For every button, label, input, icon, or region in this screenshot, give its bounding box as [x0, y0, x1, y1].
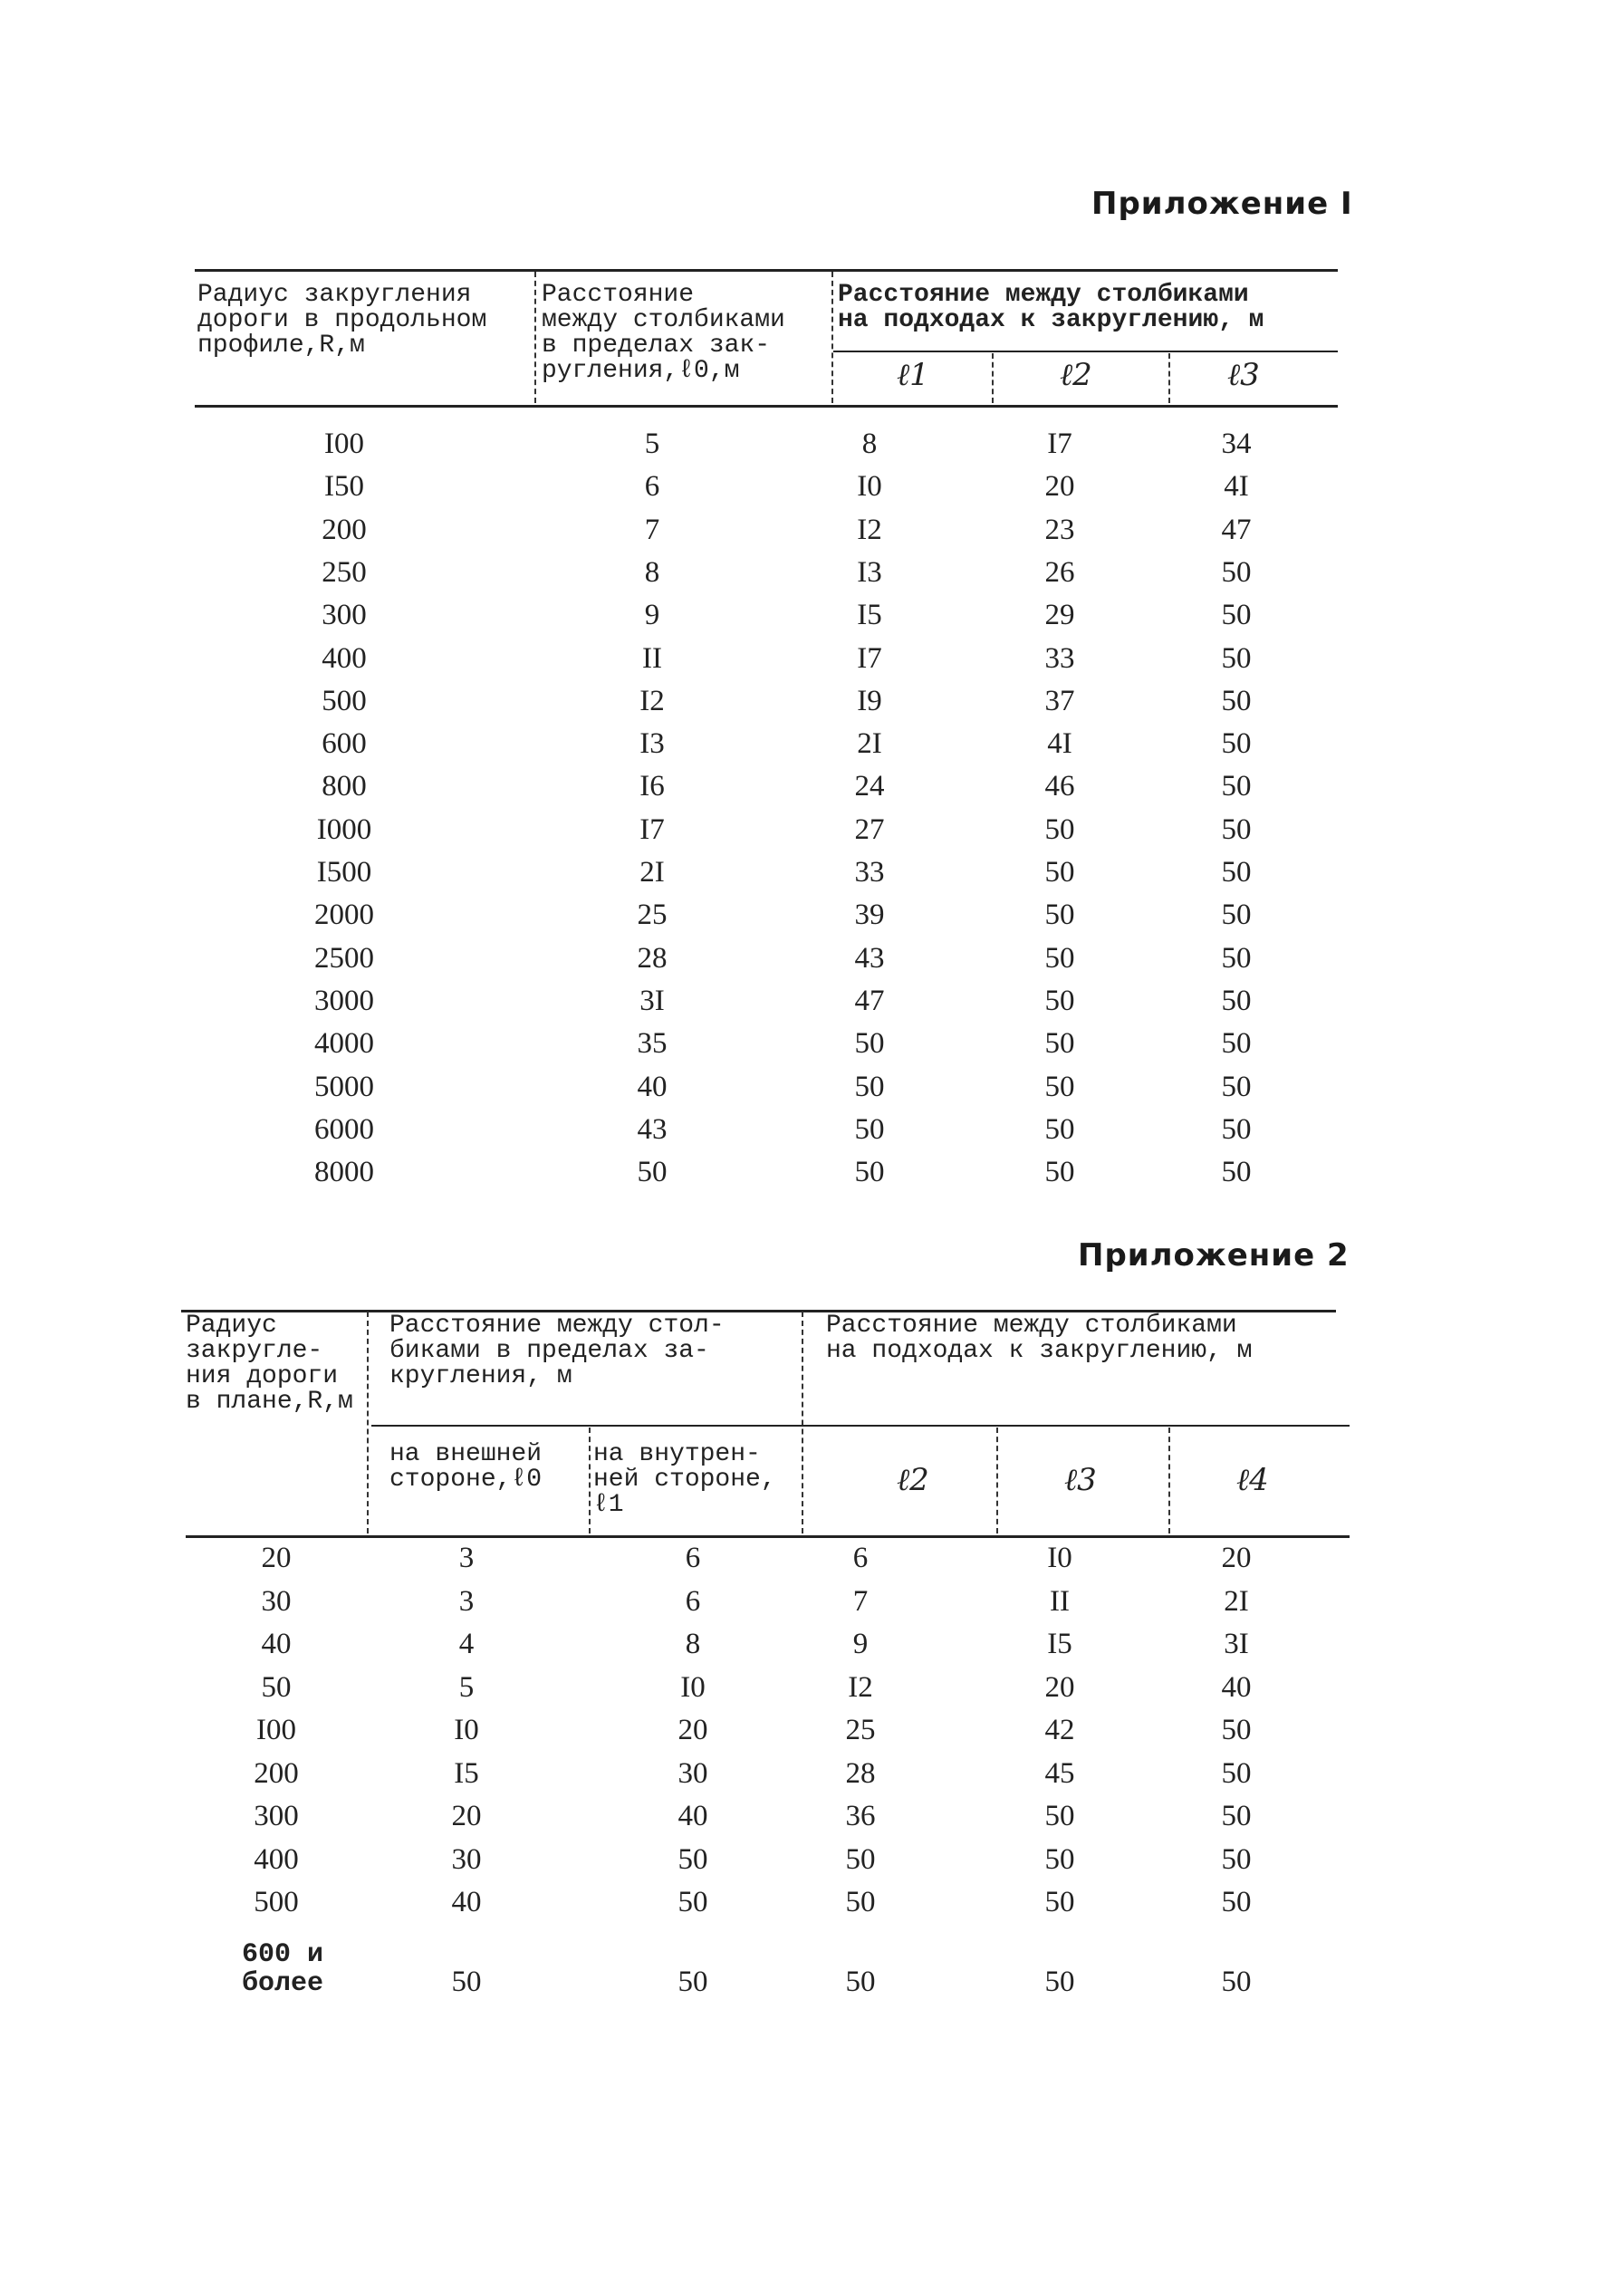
table-cell: I5	[454, 1756, 479, 1790]
table-cell: 50	[1044, 941, 1075, 975]
table-cell: 50	[1221, 1027, 1252, 1061]
table-cell: 8	[861, 428, 878, 460]
table-cell: 50	[845, 1842, 876, 1876]
table-cell: 3I	[1224, 1628, 1249, 1660]
table-cell: 40	[1221, 1670, 1252, 1704]
table2-col-divider	[367, 1312, 369, 1533]
appendix-1-title: Приложение I	[1091, 186, 1353, 222]
table-cell: I2	[848, 1670, 873, 1704]
table-cell: 7	[644, 513, 660, 546]
table2-header-bottom-rule	[186, 1535, 1350, 1538]
table-cell: 50	[1221, 1965, 1252, 1998]
table-cell: 20	[1044, 470, 1075, 504]
table-cell: 50	[1044, 1965, 1075, 1998]
table-cell: 4000	[314, 1027, 374, 1061]
table-cell: 36	[845, 1800, 876, 1832]
table-cell: 9	[644, 599, 660, 632]
table-cell: 24	[854, 770, 885, 803]
table-cell: 500	[322, 684, 367, 717]
table-cell: 50	[854, 1070, 885, 1103]
table-cell: 2I	[639, 856, 665, 889]
table-cell: I7	[857, 641, 882, 675]
table2-col-divider	[996, 1428, 998, 1533]
table-cell: 50	[1221, 1112, 1252, 1146]
table-cell: 43	[637, 1112, 668, 1146]
table-cell: 35	[637, 1027, 668, 1061]
table-cell: 50	[1221, 1756, 1252, 1790]
table1-header-l1: ℓ1	[897, 357, 929, 393]
table-cell: 50	[854, 1112, 885, 1146]
table-cell: 47	[1221, 513, 1252, 546]
appendix-2-title: Приложение 2	[1078, 1237, 1350, 1274]
table-cell: I0	[454, 1714, 479, 1746]
table-cell: 23	[1044, 513, 1075, 546]
table-cell: I00	[256, 1714, 296, 1746]
table-cell: 300	[254, 1800, 299, 1832]
table-cell: 50	[1044, 1842, 1075, 1876]
table2-header-radius: Радиус закругле- ния дороги в плане,R,м	[186, 1312, 353, 1416]
table-cell: 40	[261, 1628, 292, 1660]
table-cell: 200	[254, 1756, 299, 1790]
table-cell: 40	[451, 1886, 482, 1918]
table-cell: 3I	[639, 984, 665, 1017]
table-cell: 43	[854, 941, 885, 975]
table-cell: 34	[1221, 428, 1252, 460]
table-cell: 3	[458, 1542, 475, 1574]
table-cell: 2I	[857, 727, 882, 761]
table2-header-inner-side: на внутрен- ней стороне, ℓ1	[593, 1440, 776, 1519]
table-cell: 50	[1221, 727, 1252, 761]
table-cell: 46	[1044, 770, 1075, 803]
table1-header-l3: ℓ3	[1227, 357, 1260, 393]
table-cell: 50	[677, 1886, 708, 1918]
table-cell: 20	[677, 1714, 708, 1746]
table-cell: 6	[685, 1542, 701, 1574]
table1-header-within: Расстояние между столбиками в пределах зак- ругления,ℓ0,м	[542, 281, 785, 385]
table-cell: II	[1050, 1584, 1070, 1618]
table-cell: I0	[1047, 1542, 1072, 1574]
table-cell: 33	[854, 856, 885, 889]
table-cell: 50	[854, 1027, 885, 1061]
table-cell: I50	[324, 470, 364, 504]
table-cell: 50	[845, 1965, 876, 1998]
table1-header-approach-group: Расстояние между столбиками на подходах к закруглению, м	[838, 281, 1264, 334]
table-cell: 50	[1221, 684, 1252, 717]
table-cell: 500	[254, 1886, 299, 1918]
table-cell: 4I	[1224, 470, 1249, 504]
table-cell: I0	[857, 470, 882, 504]
table-cell: 2500	[314, 941, 374, 975]
table2-header-l2: ℓ2	[897, 1462, 929, 1498]
table-cell: 50	[1044, 1156, 1075, 1189]
table-cell: 50	[1221, 641, 1252, 675]
table-cell: 5000	[314, 1070, 374, 1103]
table-cell: 40	[637, 1070, 668, 1103]
table-cell: I5	[857, 599, 882, 632]
table-cell: 50	[1221, 1842, 1252, 1876]
table-cell: 30	[451, 1842, 482, 1876]
table-cell: I7	[639, 812, 665, 846]
table-cell: 27	[854, 812, 885, 846]
table-cell: 50	[1221, 1070, 1252, 1103]
table-cell: 4	[458, 1628, 475, 1660]
table2-header-l3: ℓ3	[1064, 1462, 1097, 1498]
table-cell: 50	[854, 1156, 885, 1189]
table1-header-l2: ℓ2	[1060, 357, 1092, 393]
table-cell: 50	[1044, 1070, 1075, 1103]
table1-header-radius: Радиус закругления дороги в продольном профиле,R,м	[197, 281, 487, 360]
table-cell: I7	[1047, 428, 1072, 460]
table-cell: 8	[685, 1628, 701, 1660]
table-cell: 45	[1044, 1756, 1075, 1790]
table-cell: 6	[644, 470, 660, 504]
table-cell: 50	[1044, 856, 1075, 889]
table-cell: 50	[1221, 1156, 1252, 1189]
table-cell: 37	[1044, 684, 1075, 717]
table-cell: 39	[854, 899, 885, 932]
table-cell: 50	[1044, 984, 1075, 1017]
table-cell: 400	[254, 1842, 299, 1876]
table-cell: 3	[458, 1584, 475, 1618]
table-cell: 6000	[314, 1112, 374, 1146]
table-cell: 20	[261, 1542, 292, 1574]
table-cell: 50	[637, 1156, 668, 1189]
table-cell: 50	[677, 1965, 708, 1998]
table-cell: 20	[1221, 1542, 1252, 1574]
table2-col-divider	[1168, 1428, 1170, 1533]
table-cell: I9	[857, 684, 882, 717]
table-cell: 2000	[314, 899, 374, 932]
table-cell: 25	[637, 899, 668, 932]
table-cell: 50	[845, 1886, 876, 1918]
table-cell: 50	[1221, 1714, 1252, 1746]
table-cell: 800	[322, 770, 367, 803]
table-cell: I00	[324, 428, 364, 460]
table-cell: 50	[1044, 899, 1075, 932]
table-cell: 250	[322, 555, 367, 589]
table-cell: 50	[1221, 899, 1252, 932]
table-cell: I5	[1047, 1628, 1072, 1660]
table-cell: II	[642, 641, 662, 675]
table-cell: 25	[845, 1714, 876, 1746]
table-cell: 6	[685, 1584, 701, 1618]
table-cell: 600 и более	[242, 1938, 324, 1999]
table2-group-rule	[371, 1425, 1350, 1427]
table-cell: 50	[1221, 856, 1252, 889]
table-cell: 50	[1221, 941, 1252, 975]
table-cell: I2	[857, 513, 882, 546]
table-cell: 50	[677, 1842, 708, 1876]
table-cell: I000	[316, 812, 372, 846]
table-cell: 50	[1221, 1886, 1252, 1918]
table-cell: I6	[639, 770, 665, 803]
table-cell: 40	[677, 1800, 708, 1832]
table-cell: 50	[261, 1670, 292, 1704]
table-cell: 50	[1221, 555, 1252, 589]
table-cell: 26	[1044, 555, 1075, 589]
table-cell: 8	[644, 555, 660, 589]
table-cell: 30	[677, 1756, 708, 1790]
table-cell: 42	[1044, 1714, 1075, 1746]
table-cell: I500	[316, 856, 372, 889]
table-cell: 47	[854, 984, 885, 1017]
table-cell: 29	[1044, 599, 1075, 632]
table-cell: 50	[1044, 812, 1075, 846]
table-cell: 50	[1221, 984, 1252, 1017]
table-cell: 28	[637, 941, 668, 975]
table-cell: 2I	[1224, 1584, 1249, 1618]
table2-col-divider	[802, 1312, 803, 1533]
table-cell: 6	[852, 1542, 869, 1574]
table-cell: 20	[1044, 1670, 1075, 1704]
table2-header-l4: ℓ4	[1236, 1462, 1269, 1498]
table-cell: 200	[322, 513, 367, 546]
table-cell: 5	[644, 428, 660, 460]
table-cell: 28	[845, 1756, 876, 1790]
table-cell: I3	[639, 727, 665, 761]
table2-header-approach-group: Расстояние между столбиками на подходах к закруглению, м	[826, 1312, 1253, 1365]
table-cell: 50	[1221, 1800, 1252, 1832]
table-cell: 50	[1044, 1027, 1075, 1061]
table-cell: 3000	[314, 984, 374, 1017]
table-cell: 50	[1221, 770, 1252, 803]
table-cell: 30	[261, 1584, 292, 1618]
table-cell: 50	[1044, 1886, 1075, 1918]
table-cell: I0	[680, 1670, 706, 1704]
table-cell: 7	[852, 1584, 869, 1618]
table-cell: 600	[322, 727, 367, 761]
table-cell: 4I	[1047, 727, 1072, 761]
table1-header-bottom-rule	[195, 405, 1338, 408]
table1-col-divider	[1168, 353, 1170, 403]
table-cell: I2	[639, 684, 665, 717]
table-cell: 50	[1221, 812, 1252, 846]
table-cell: I3	[857, 555, 882, 589]
table1-col-divider	[534, 272, 536, 403]
table-cell: 20	[451, 1800, 482, 1832]
table-cell: 33	[1044, 641, 1075, 675]
table-cell: 50	[1044, 1112, 1075, 1146]
table2-header-outer-side: на внешней стороне,ℓ0	[389, 1440, 543, 1494]
table1-group-rule	[833, 351, 1338, 352]
table1-top-rule	[195, 269, 1338, 272]
table-cell: 9	[852, 1628, 869, 1660]
table-cell: 300	[322, 599, 367, 632]
table2-header-within-group: Расстояние между стол- биками в пределах за- кругления, м	[389, 1312, 725, 1390]
table-cell: 50	[451, 1965, 482, 1998]
table-cell: 400	[322, 641, 367, 675]
table-cell: 5	[458, 1670, 475, 1704]
table-cell: 8000	[314, 1156, 374, 1189]
table1-col-divider	[831, 272, 833, 403]
table2-col-divider	[589, 1428, 591, 1533]
table-cell: 50	[1221, 599, 1252, 632]
table-cell: 50	[1044, 1800, 1075, 1832]
table1-col-divider	[992, 353, 994, 403]
